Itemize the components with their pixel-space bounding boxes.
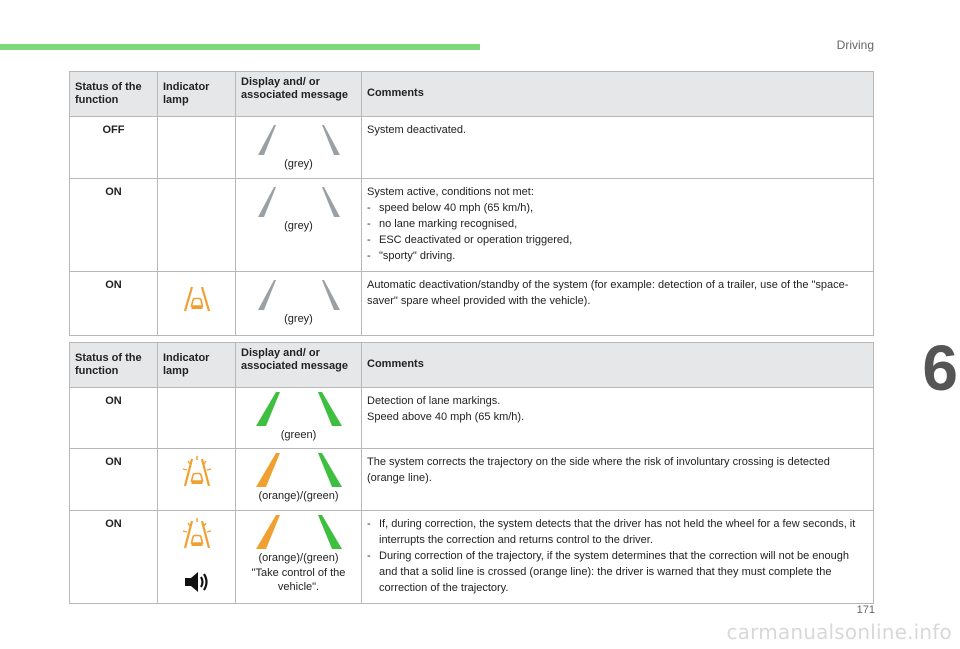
lamp-cell (158, 449, 236, 511)
comment-text: Speed above 40 mph (65 km/h). (367, 410, 525, 423)
lane-assist-table-active (69, 342, 874, 604)
lane-lines-grey-icon (254, 276, 344, 310)
list-item: - "sporty" driving. (367, 249, 868, 265)
table-header-row (70, 72, 874, 117)
list-item: - speed below 40 mph (65 km/h), (367, 201, 868, 217)
col-header-status: Status of the function (70, 343, 158, 388)
col-header-comments: Comments (362, 72, 874, 117)
display-cell (236, 388, 362, 449)
comments-cell (362, 388, 874, 449)
display-caption: (grey) (284, 312, 313, 325)
table-row (70, 271, 874, 335)
col-header-lamp: Indicator lamp (158, 72, 236, 117)
comment-text: The system corrects the trajectory on the side where the risk of involuntary crossing is detected (orange line). (367, 456, 830, 485)
top-accent-bar (0, 44, 480, 50)
table-header-row (70, 343, 874, 388)
status-cell: ON (70, 179, 158, 272)
col-header-status: Status of the function (70, 72, 158, 117)
lane-correction-lamp-orange-icon (180, 455, 214, 489)
list-item: - If, during correction, the system detects that the driver has not held the wheel for a few seconds, it interrupts the correction and returns control to the driver. (367, 517, 868, 549)
lane-lines-grey-icon (254, 183, 344, 217)
lane-lines-orange-green-icon (254, 515, 344, 549)
status-cell: OFF (70, 117, 158, 179)
lamp-cell (158, 117, 236, 179)
comments-cell (362, 117, 874, 179)
lane-lines-grey-icon (254, 121, 344, 155)
page-number: 171 (856, 604, 875, 616)
col-header-comments: Comments (362, 343, 874, 388)
table-row (70, 117, 874, 179)
comments-cell (362, 179, 874, 272)
display-cell (236, 179, 362, 272)
lamp-cell (158, 388, 236, 449)
status-cell: ON (70, 449, 158, 511)
status-cell: ON (70, 388, 158, 449)
comment-text: System active, conditions not met: (367, 186, 534, 198)
display-cell (236, 511, 362, 604)
col-header-display: Display and/ or associated message (236, 343, 362, 388)
display-message: "Take control of the vehicle". (251, 566, 346, 593)
table-row (70, 388, 874, 449)
col-header-lamp: Indicator lamp (158, 343, 236, 388)
comment-text: Automatic deactivation/standby of the system (for example: detection of a trailer, use of the "space-saver" spare wheel provided with the vehicle). (367, 278, 849, 307)
display-caption: (green) (280, 429, 317, 441)
status-cell: ON (70, 271, 158, 335)
display-caption: (orange)/(green) (258, 490, 339, 503)
table-row (70, 511, 874, 604)
lane-assist-table-standby (69, 71, 874, 336)
comment-text: System deactivated. (367, 124, 467, 136)
status-cell: ON (70, 511, 158, 604)
list-item: - During correction of the trajectory, if the system determines that the correction will not be enough and that a solid line is crossed (orange line): the driver is warned that they must complete the correction of the trajectory. (367, 549, 868, 597)
list-item: - ESC deactivated or operation triggered, (367, 233, 868, 249)
lane-correction-lamp-orange-icon (180, 517, 214, 551)
table-row (70, 179, 874, 272)
col-header-display: Display and/ or associated message (236, 72, 362, 117)
comment-text: Detection of lane markings. (367, 395, 501, 407)
display-cell (236, 449, 362, 511)
display-caption: (grey) (284, 158, 313, 170)
comment-bullet-list (367, 517, 868, 597)
display-cell (236, 117, 362, 179)
lamp-cell (158, 271, 236, 335)
lamp-cell (158, 511, 236, 604)
display-caption: (orange)/(green) (258, 552, 339, 565)
watermark: carmanualsonline.info (726, 620, 952, 644)
display-caption: (grey) (284, 220, 313, 232)
audible-warning-speaker-icon (182, 569, 212, 595)
display-cell (236, 271, 362, 335)
section-title: Driving (836, 38, 874, 52)
comments-cell (362, 271, 874, 335)
lane-lines-green-icon (254, 392, 344, 426)
table-row (70, 449, 874, 511)
comments-cell (362, 511, 874, 604)
chapter-number: 6 (922, 332, 958, 404)
comments-cell (362, 449, 874, 511)
lane-lines-orange-green-icon (254, 453, 344, 487)
comment-bullet-list (367, 201, 868, 265)
lane-warning-lamp-orange-icon (182, 284, 212, 314)
lamp-cell (158, 179, 236, 272)
list-item: - no lane marking recognised, (367, 217, 868, 233)
